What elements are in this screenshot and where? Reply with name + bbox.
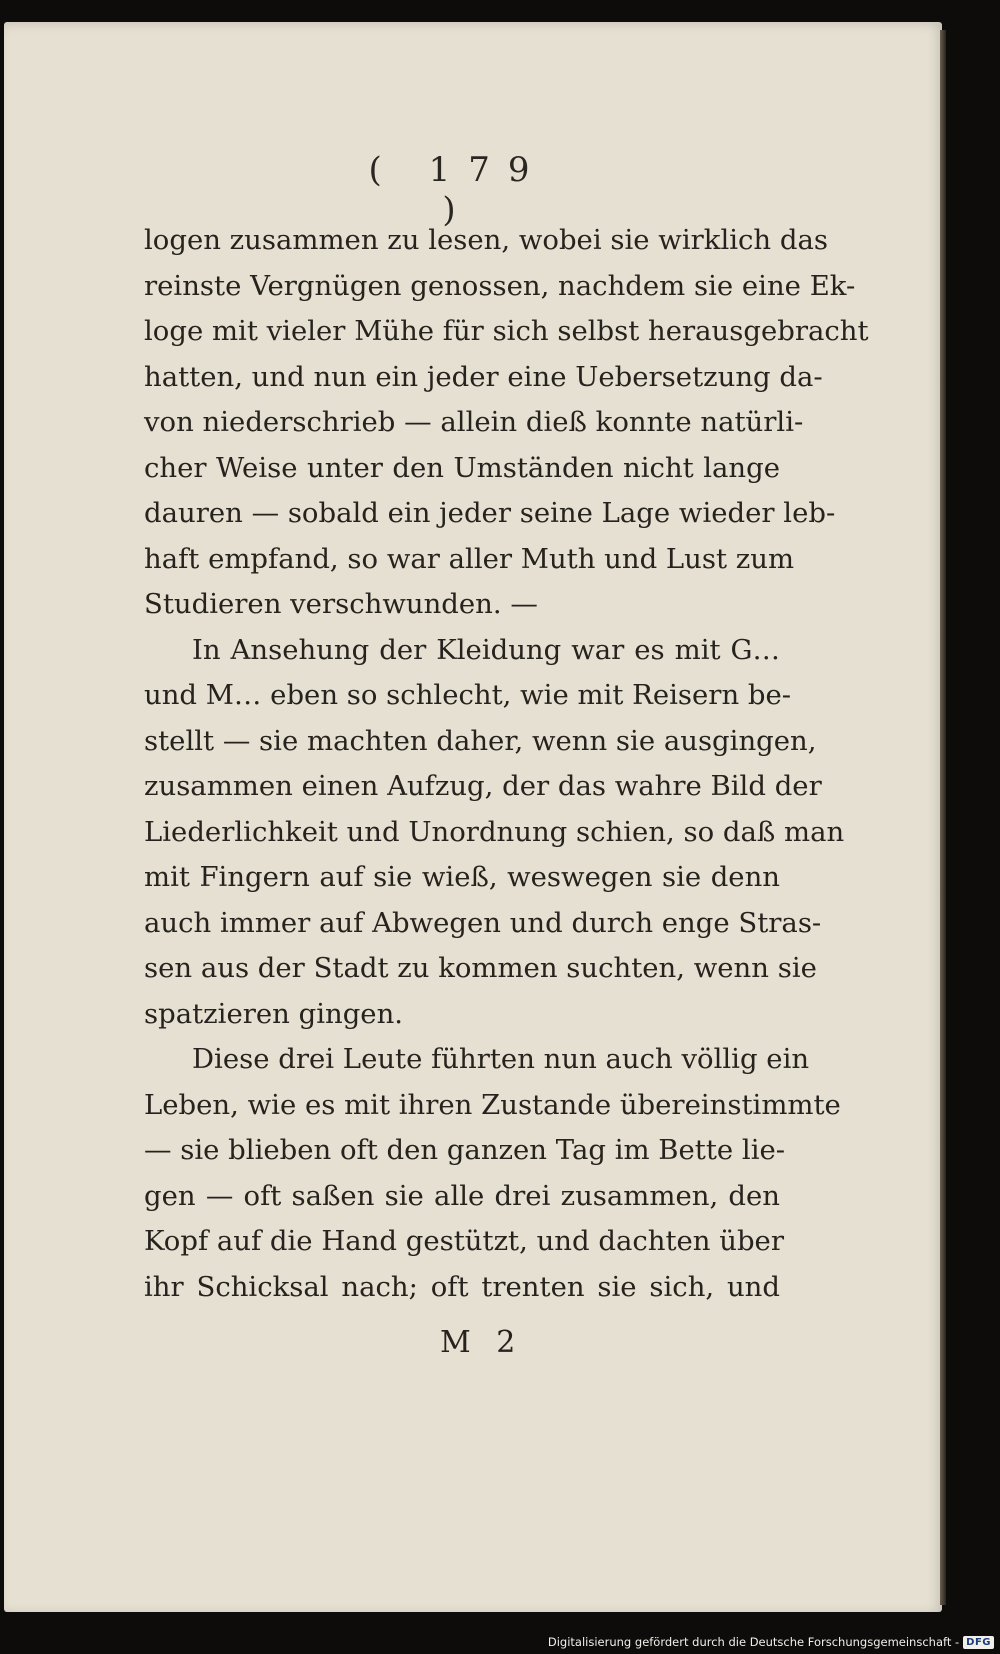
text-line: haft empfand, so war aller Muth und Lust zum: [144, 542, 795, 575]
text-line: zusammen einen Aufzug, der das wahre Bild der: [144, 770, 822, 802]
text-line: stellt — sie machten daher, wenn sie ausgingen,: [144, 724, 817, 757]
body-text: [144, 218, 869, 1310]
digitization-footer: [548, 1632, 994, 1652]
text-line: hatten, und nun ein jeder eine Uebersetzung da-: [144, 360, 823, 393]
text-line: und M… eben so schlecht, wie mit Reisern be-: [144, 679, 792, 711]
text-line: loge mit vieler Mühe für sich selbst herausgebracht: [144, 315, 869, 347]
text-line: dauren — sobald ein jeder seine Lage wieder leb-: [144, 497, 836, 529]
text-line: In Ansehung der Kleidung war es mit G…: [192, 633, 780, 666]
text-line: Diese drei Leute führten nun auch völlig ein: [192, 1043, 810, 1075]
text-line: cher Weise unter den Umständen nicht lange: [144, 451, 780, 484]
page-edge: [940, 30, 946, 1605]
text-line: auch immer auf Abwegen und durch enge Stras-: [144, 906, 822, 939]
text-line: Studieren verschwunden. —: [144, 588, 538, 620]
text-line: spatzieren gingen.: [144, 997, 404, 1030]
text-line: Kopf auf die Hand gestützt, und dachten über: [144, 1225, 784, 1257]
text-line: reinste Vergnügen genossen, nachdem sie eine Ek-: [144, 269, 856, 302]
text-line: sen aus der Stadt zu kommen suchten, wenn sie: [144, 952, 817, 984]
text-line: Leben, wie es mit ihren Zustande übereinstimmte: [144, 1088, 841, 1121]
text-line: Liederlichkeit und Unordnung schien, so daß man: [144, 815, 845, 848]
text-line: logen zusammen zu lesen, wobei sie wirklich das: [144, 224, 828, 256]
signature-mark: M 2: [440, 1325, 524, 1360]
text-line: mit Fingern auf sie wieß, weswegen sie denn: [144, 861, 780, 893]
text-line: gen — oft saßen sie alle drei zusammen, den: [144, 1179, 780, 1212]
text-line: von niederschrieb — allein dieß konnte natürli-: [144, 406, 804, 438]
text-line: — sie blieben oft den ganzen Tag im Bette lie-: [144, 1134, 786, 1166]
page-number-header: ( 179 ): [368, 150, 548, 230]
dfg-logo-icon: DFG: [963, 1636, 994, 1649]
footer-credit: Digitalisierung gefördert durch die Deutsche Forschungsgemeinschaft -: [547, 1635, 960, 1649]
text-line: ihr Schicksal nach; oft trenten sie sich, und: [144, 1270, 780, 1303]
